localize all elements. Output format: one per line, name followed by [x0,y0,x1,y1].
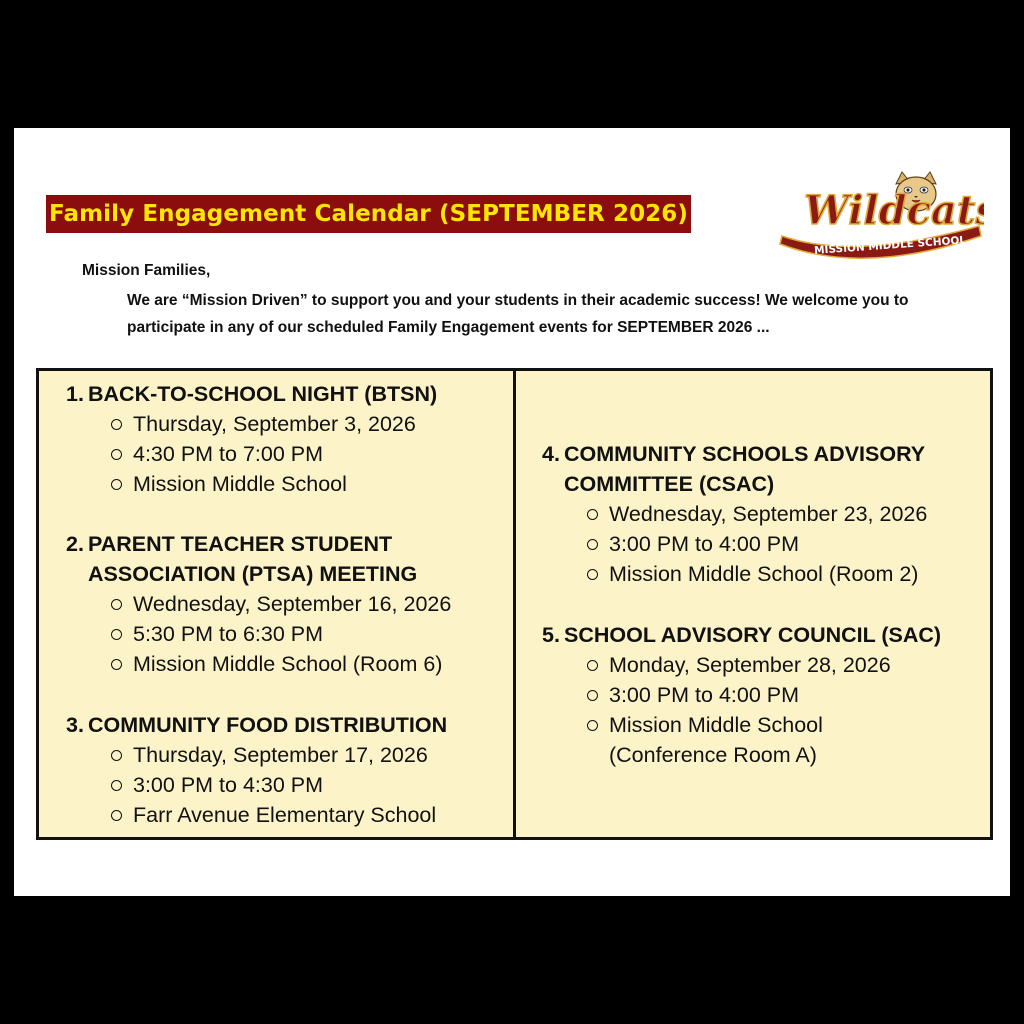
wildcats-logo [774,166,984,262]
event-date: Monday, September 28, 2026 [587,650,941,680]
letter-body: We are “Mission Driven” to support you and your students in their academic success! We welcome you to participate in any of our scheduled Family Engagement events for SEPTEMBER 2026 ... [127,292,909,336]
event-item-5 [542,620,941,770]
event-item-3 [66,710,447,830]
event-date: Thursday, September 17, 2026 [111,740,447,770]
logo-wordmark: Wildcats [804,187,984,234]
event-location: Mission Middle School [111,469,437,499]
event-item-1 [66,379,437,499]
events-table [36,368,993,840]
letter-greeting: Mission Families, [82,262,211,279]
event-time: 3:00 PM to 4:00 PM [587,529,927,559]
event-title: 5. SCHOOL ADVISORY COUNCIL (SAC) [542,623,942,647]
events-column-right [516,371,990,837]
flyer-page [14,128,1010,896]
event-time: 3:00 PM to 4:30 PM [111,770,447,800]
event-item-4 [542,439,927,589]
event-time: 5:30 PM to 6:30 PM [111,619,451,649]
logo-school-name: MISSION MIDDLE SCHOOL [813,234,967,257]
event-location: Mission Middle School [587,710,941,740]
event-location: Mission Middle School (Room 6) [111,649,451,679]
event-date: Wednesday, September 23, 2026 [587,499,927,529]
event-title: 1. BACK-TO-SCHOOL NIGHT (BTSN) [66,382,438,406]
event-title: 3. COMMUNITY FOOD DISTRIBUTION [66,713,448,737]
event-location-detail: (Conference Room A) [609,743,817,767]
event-title: 2. PARENT TEACHER STUDENT ASSOCIATION (PTSA) MEETING [66,532,418,586]
event-location: Farr Avenue Elementary School [111,800,447,830]
event-item-2 [66,529,451,679]
events-column-left [39,371,516,837]
calendar-title: Family Engagement Calendar (SEPTEMBER 2026) [46,195,691,233]
event-date: Wednesday, September 16, 2026 [111,589,451,619]
event-date: Thursday, September 3, 2026 [111,409,437,439]
wildcat-mascot-icon [774,166,984,262]
event-time: 4:30 PM to 7:00 PM [111,439,437,469]
event-title: 4. COMMUNITY SCHOOLS ADVISORY COMMITTEE (CSAC) [542,442,926,496]
event-location: Mission Middle School (Room 2) [587,559,927,589]
event-time: 3:00 PM to 4:00 PM [587,680,941,710]
